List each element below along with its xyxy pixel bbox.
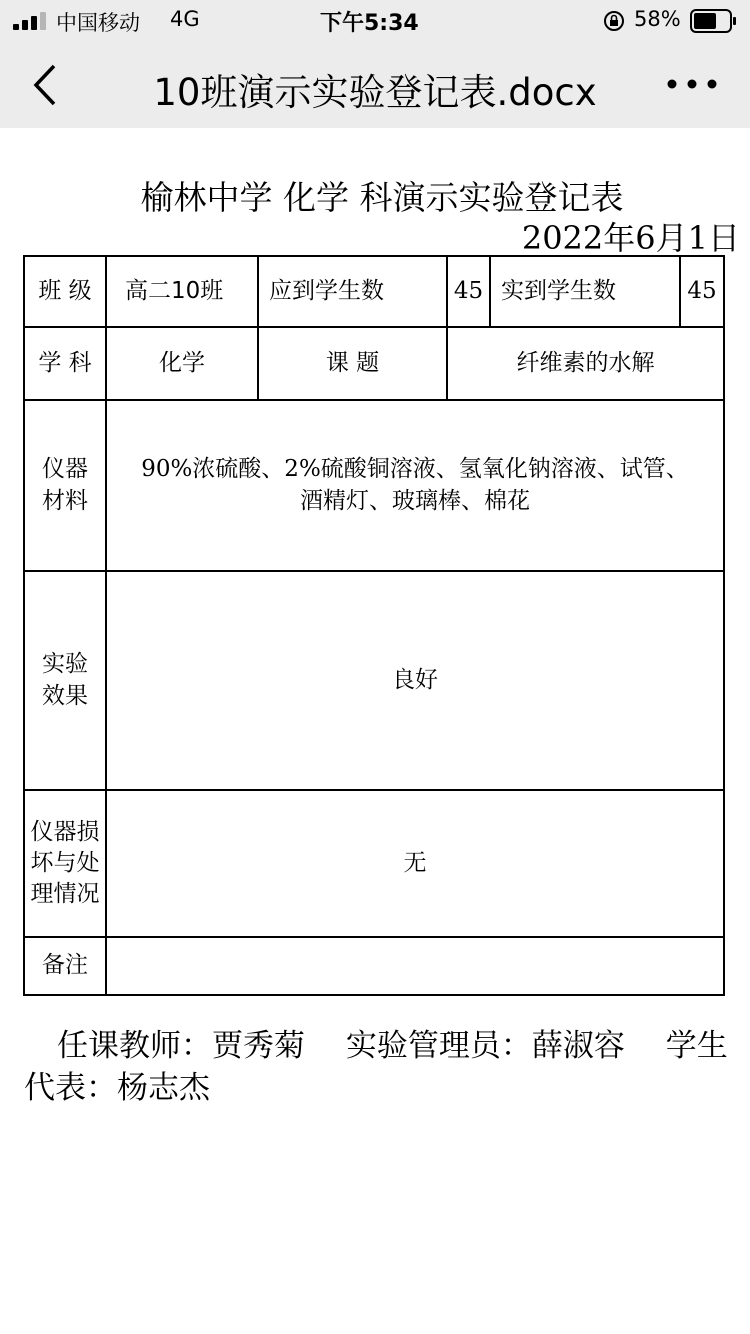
- chevron-left-icon: [26, 60, 66, 110]
- network-type: 4G: [170, 7, 200, 31]
- document-name-title: 10班演示实验登记表.docx: [153, 71, 597, 114]
- topic-value: 纤维素的水解: [447, 327, 724, 400]
- effect-label-line: 效果: [42, 682, 88, 709]
- class-label: 班 级: [24, 256, 106, 327]
- orientation-lock-icon: [603, 10, 625, 32]
- table-row: [24, 256, 724, 327]
- subject-value: 化学: [106, 327, 258, 400]
- damage-value: 无: [106, 790, 724, 937]
- signature-line: 任课教师：贾秀菊 实验管理员：薛淑容 学生代表：杨志杰: [24, 1028, 728, 1106]
- damage-label: [24, 790, 106, 937]
- navigation-bar: [0, 42, 750, 128]
- battery-icon: [690, 9, 738, 33]
- table-row: [24, 327, 724, 400]
- damage-label-line: 坏与处: [30, 849, 100, 876]
- materials-label-line: 仪器: [42, 456, 88, 483]
- damage-label-line: 理情况: [30, 881, 100, 908]
- expected-students-label: 应到学生数: [258, 256, 447, 327]
- more-dots-icon: [662, 64, 722, 104]
- document-heading: 榆林中学 化学 科演示实验登记表: [140, 178, 624, 217]
- subject-label: 学 科: [24, 327, 106, 400]
- status-time: 下午5:34: [320, 11, 419, 36]
- materials-value: [106, 400, 724, 571]
- topic-label: 课 题: [258, 327, 447, 400]
- signal-strength-icon: [13, 12, 49, 30]
- materials-label-line: 材料: [42, 487, 88, 514]
- registration-table: [23, 255, 725, 996]
- back-button[interactable]: [26, 60, 66, 110]
- materials-label: [24, 400, 106, 571]
- table-row: [24, 400, 724, 571]
- table-row: [24, 571, 724, 790]
- effect-label-line: 实验: [42, 651, 88, 678]
- remarks-value: [106, 937, 724, 995]
- actual-students-value: 45: [680, 256, 724, 327]
- actual-students-label: 实到学生数: [490, 256, 680, 327]
- table-row: [24, 937, 724, 995]
- class-value: [106, 256, 258, 327]
- effect-value: 良好: [106, 571, 724, 790]
- materials-line: 90%浓硫酸、2%硫酸铜溶液、氢氧化钠溶液、试管、: [141, 456, 689, 483]
- carrier-name: 中国移动: [56, 11, 140, 35]
- battery-percentage: 58%: [634, 7, 681, 31]
- status-bar: [0, 0, 750, 42]
- expected-students-value: 45: [447, 256, 490, 327]
- materials-line: 酒精灯、玻璃棒、棉花: [300, 487, 530, 514]
- damage-label-line: 仪器损: [30, 818, 100, 845]
- table-row: [24, 790, 724, 937]
- effect-label: [24, 571, 106, 790]
- more-options-button[interactable]: [662, 64, 722, 104]
- class-value-text: 高二10班: [125, 277, 224, 304]
- remarks-label: 备注: [24, 937, 106, 995]
- document-date: 2022年6月1日: [521, 219, 740, 257]
